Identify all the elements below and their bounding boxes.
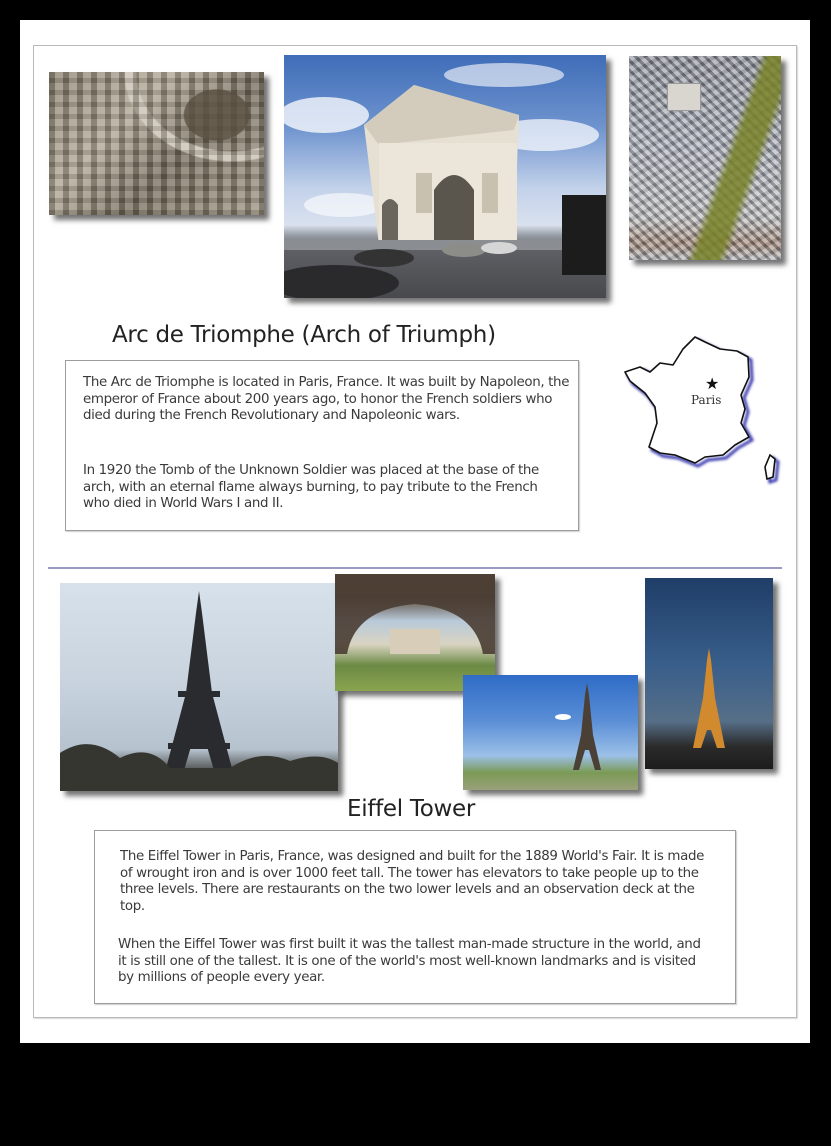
eiffel-arch-illustration bbox=[335, 574, 495, 691]
arc-aerial-view-photo bbox=[629, 56, 781, 260]
eiffel-section-title: Eiffel Tower bbox=[347, 796, 475, 822]
arc-description-box bbox=[65, 360, 579, 531]
eiffel-tower-illustration bbox=[60, 583, 338, 791]
eiffel-description-box bbox=[94, 830, 736, 1004]
arc-aerial-monument bbox=[667, 83, 701, 111]
eiffel-base-arch-photo bbox=[335, 574, 495, 691]
section-divider bbox=[48, 567, 782, 569]
worksheet-page bbox=[20, 20, 810, 1043]
france-outline-icon bbox=[605, 327, 785, 487]
eiffel-blue-sky-photo bbox=[463, 675, 638, 790]
arc-section-title: Arc de Triomphe (Arch of Triumph) bbox=[112, 322, 496, 348]
star-icon: ★ bbox=[705, 374, 720, 393]
arc-paragraph-2: In 1920 the Tomb of the Unknown Soldier was placed at the base of the arch, with an eternal flame always burning, to pay tribute to the French who died in World Wars I and II. bbox=[83, 463, 539, 511]
eiffel-cloudy-sky-photo bbox=[60, 583, 338, 791]
paris-label: Paris bbox=[691, 393, 722, 407]
arc-illustration bbox=[284, 55, 606, 298]
eiffel-night-photo bbox=[645, 578, 773, 769]
arc-de-triomphe-street-photo bbox=[284, 55, 606, 298]
eiffel-night-illustration bbox=[645, 578, 773, 769]
arc-paragraph-1: The Arc de Triomphe is located in Paris, France. It was built by Napoleon, the emperor of France about 200 years ago, to honor the French soldiers who died during the French Revolutionary and Napoleonic wars. bbox=[83, 375, 570, 423]
eiffel-small-tower-illustration bbox=[463, 675, 638, 790]
eiffel-paragraph-2: When the Eiffel Tower was first built it was the tallest man-made structure in the world, and it is still one of the tallest. It is one of the world's most well-known landmarks and is visited by millions of people every year. bbox=[118, 937, 701, 985]
france-map bbox=[605, 327, 785, 487]
eiffel-paragraph-1: The Eiffel Tower in Paris, France, was designed and built for the 1889 World's Fair. It is made of wrought iron and is over 1000 feet tall. The tower has elevators to take people up to the three levels. There are restaurants on the two lower levels and an observation deck at the top. bbox=[120, 849, 704, 914]
arch-ceiling-detail-photo bbox=[49, 72, 264, 215]
